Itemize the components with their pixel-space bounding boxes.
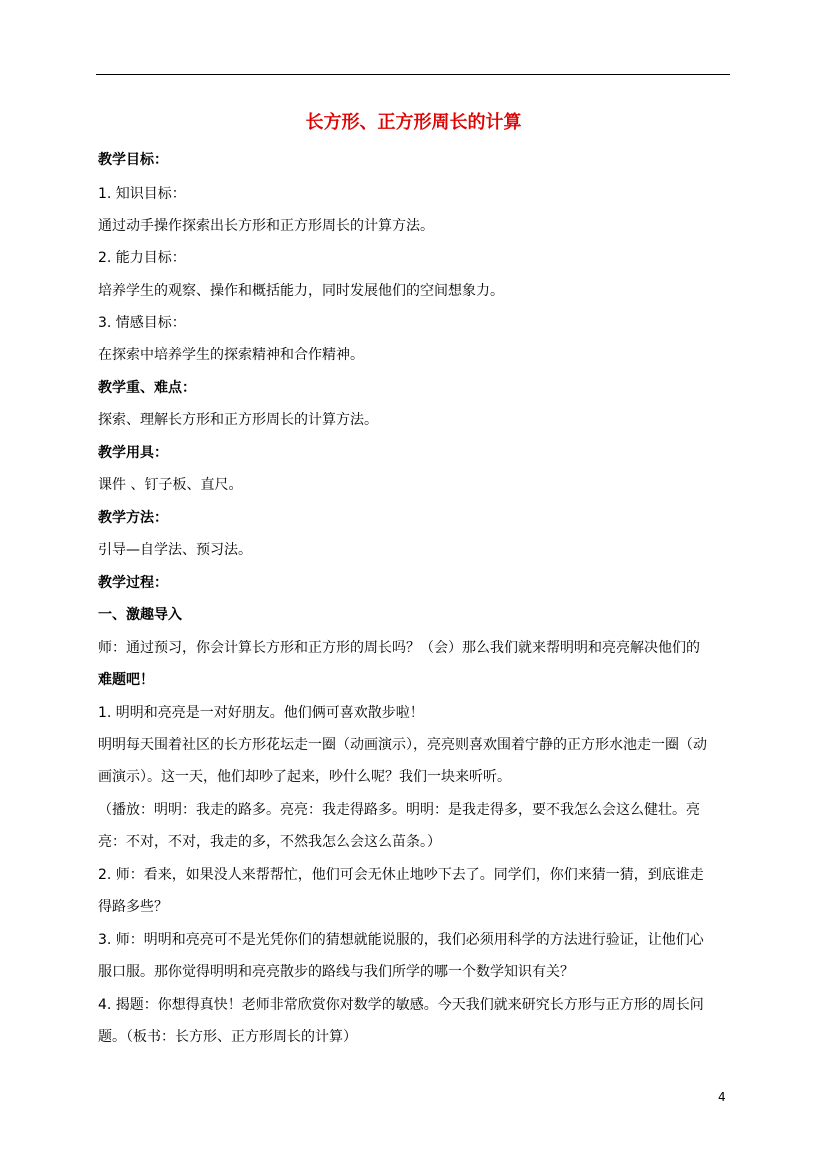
paragraph-line: 亮：不对，不对，我走的多，不然我怎么会这么苗条。） [98,834,441,850]
teaching-tools-text: 课件 、钉子板、直尺。 [98,477,243,493]
knowledge-goal-label: 1. 知识目标： [98,186,186,202]
heading-teaching-process: 教学过程： [98,575,168,591]
page-number: 4 [718,1090,726,1104]
document-title: 长方形、正方形周长的计算 [305,112,522,133]
paragraph-line: 明明每天围着社区的长方形花坛走一圈（动画演示），亮亮则喜欢围着宁静的正方形水池走一圈（动 [98,737,707,753]
paragraph-line: 画演示）。这一天，他们却吵了起来，吵什么呢？我们一块来听听。 [98,769,511,785]
ability-goal-label: 2. 能力目标： [98,250,186,266]
paragraph-line: （播放：明明：我走的路多。亮亮：我走得路多。明明：是我走得多，要不我怎么会这么健壮。亮 [98,802,700,818]
paragraph-line: 1. 明明和亮亮是一对好朋友。他们俩可喜欢散步啦！ [98,705,424,721]
section-intro-heading: 一、激趣导入 [98,607,182,623]
paragraph-line: 题。（板书：长方形、正方形周长的计算） [98,1029,357,1045]
heading-teaching-goals: 教学目标： [98,152,168,168]
heading-key-points: 教学重、难点： [98,380,196,396]
paragraph-line: 师：通过预习，你会计算长方形和正方形的周长吗？（会）那么我们就来帮明明和亮亮解决他们的 [98,640,700,656]
emotion-goal-text: 在探索中培养学生的探索精神和合作精神。 [98,347,364,363]
paragraph-line: 服口服。那你觉得明明和亮亮散步的路线与我们所学的哪一个数学知识有关？ [98,964,574,980]
paragraph-line: 难题吧！ [98,672,154,688]
paragraph-line: 2. 师：看来，如果没人来帮帮忙，他们可会无休止地吵下去了。同学们，你们来猜一猜，到底谁走 [98,867,704,883]
paragraph-line: 4. 揭题：你想得真快！老师非常欣赏你对数学的敏感。今天我们就来研究长方形与正方形的周长问 [98,997,704,1013]
paragraph-line: 3. 师：明明和亮亮可不是光凭你们的猜想就能说服的，我们必须用科学的方法进行验证，让他们心 [98,932,704,948]
header-rule [96,74,730,75]
ability-goal-text: 培养学生的观察、操作和概括能力，同时发展他们的空间想象力。 [98,283,504,299]
key-points-text: 探索、理解长方形和正方形周长的计算方法。 [98,412,378,428]
heading-teaching-methods: 教学方法： [98,510,168,526]
emotion-goal-label: 3. 情感目标： [98,315,186,331]
knowledge-goal-text: 通过动手操作探索出长方形和正方形周长的计算方法。 [98,218,434,234]
paragraph-line: 得路多些？ [98,899,168,915]
teaching-methods-text: 引导—自学法、预习法。 [98,542,252,558]
heading-teaching-tools: 教学用具： [98,445,168,461]
